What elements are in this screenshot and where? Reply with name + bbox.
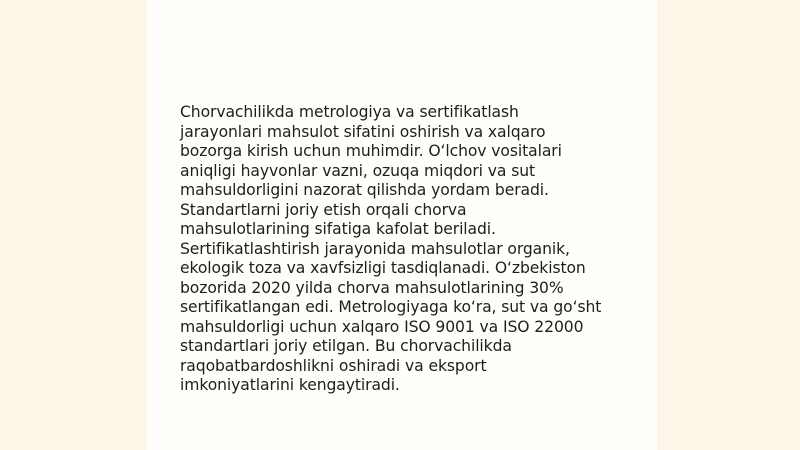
document-page: [147, 0, 657, 450]
body-paragraph: Chorvachilikda metrologiya va sertifikatlash jarayonlari mahsulot sifatini oshirish va xalqaro bozorga kirish uchun muhimdir. O‘lchov vositalari aniqligi hayvonlar vazni, ozuqa miqdori va sut mahsuldorligini nazorat qilishda yordam beradi. Standartlarni joriy etish orqali chorva mahsulotlarining sifatiga kafolat beriladi. Sertifikatlashtirish jarayonida mahsulotlar organik, ekologik toza va xavfsizligi tasdiqlanadi. O‘zbekiston bozorida 2020 yilda chorva mahsulotlarining 30% sertifikatlangan edi. Metrologiyaga ko‘ra, sut va go‘sht mahsuldorligi uchun xalqaro ISO 9001 va ISO 22000 standartlari joriy etilgan. Bu chorvachilikda raqobatbardoshlikni oshiradi va eksport imkoniyatlarini kengaytiradi.: [180, 103, 602, 394]
